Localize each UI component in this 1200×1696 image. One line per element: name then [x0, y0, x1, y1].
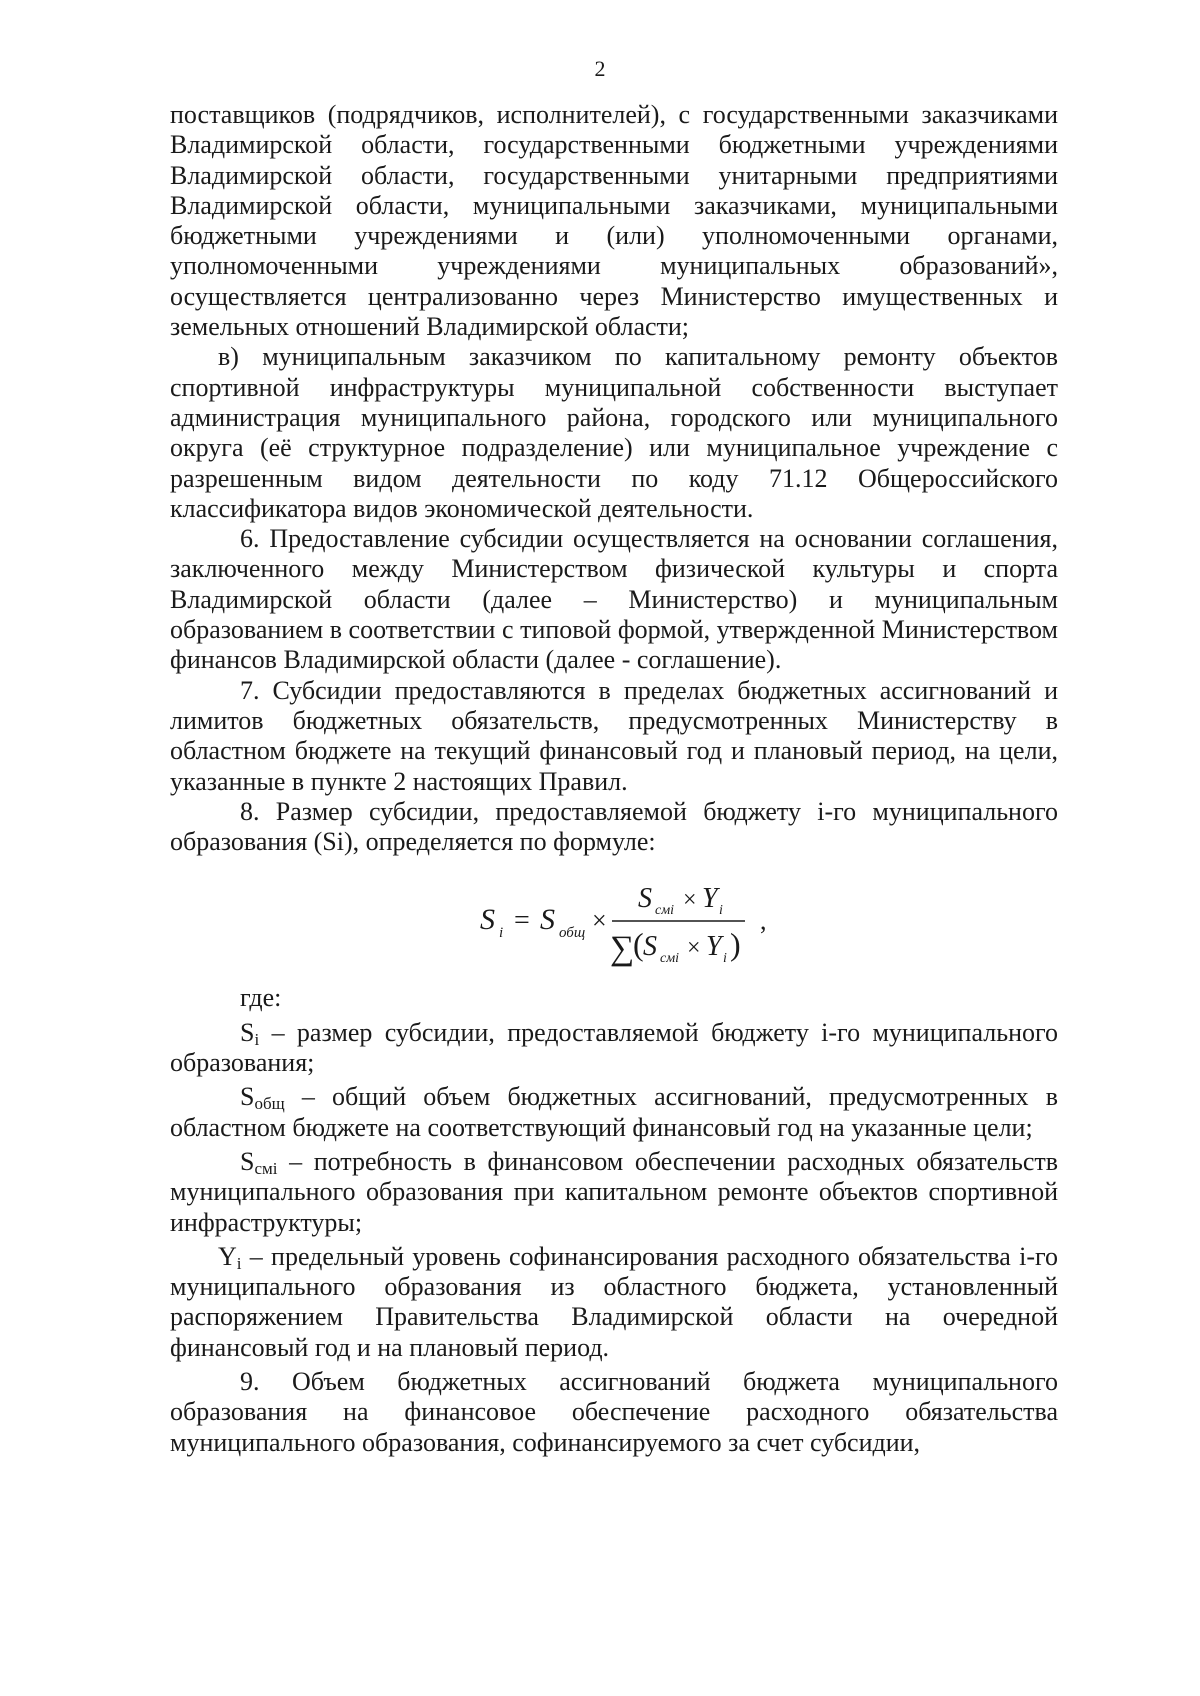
definition-si [170, 1018, 1058, 1079]
formula-den-s-sub: смi [660, 951, 680, 967]
formula-lhs: S [480, 903, 495, 937]
paragraph-item-8: 8. Размер субсидии, предоставляемой бюджету i-го муниципального образования (Si), определяется по формуле: [170, 796, 1058, 857]
symbol-sub: общ [254, 1094, 285, 1114]
paragraph-item-6: 6. Предоставление субсидии осуществляется на основании соглашения, заключенного между Министерством физической культуры и спорта Владимирской области (далее – Министерство) и муниципальным образованием в соответствии с типовой формой, утвержденной Министерством финансов Владимирской области (далее - соглашение). [170, 524, 1058, 675]
formula-num-y-sub: i [719, 903, 723, 919]
symbol-sub: i [236, 1253, 242, 1273]
where-label: где: [240, 983, 282, 1013]
definition-s-total [170, 1082, 1058, 1143]
definition-y [170, 1242, 1058, 1363]
formula-equals: = [514, 905, 530, 937]
formula-num-times: × [683, 887, 697, 914]
formula-den-s: S [643, 931, 657, 963]
formula-graphic [470, 867, 790, 977]
formula-times: × [592, 906, 607, 936]
formula-lparen: ( [633, 926, 644, 963]
paragraph-item-7: 7. Субсидии предоставляются в пределах бюджетных ассигнований и лимитов бюджетных обязательств, предусмотренных Министерству в областном бюджете на текущий финансовый год и плановый период, на цели, указанные в пункте 2 настоящих Правил. [170, 675, 1058, 796]
definition-text: – предельный уровень софинансирования расходного обязательства i-го муниципального образования из областного бюджета, установленный распоряжением Правительства Владимирской области на очередной финансовый год и на плановый период. [170, 1241, 1058, 1362]
formula-den-y: Y [706, 931, 722, 963]
definition-s-cm [170, 1147, 1058, 1238]
definition-text: – размер субсидии, предоставляемой бюджету i-го муниципального образования; [170, 1017, 1058, 1078]
formula-comma: , [760, 906, 767, 936]
definition-text: – общий объем бюджетных ассигнований, предусмотренных в областном бюджете на соответствующий финансовый год на указанные цели; [170, 1082, 1058, 1142]
formula-s-total-sub: общ [559, 925, 586, 942]
symbol-y: Y [218, 1241, 237, 1271]
symbol-s: S [240, 1146, 255, 1176]
paragraph-item-9: 9. Объем бюджетных ассигнований бюджета муниципального образования на финансовое обеспечение расходного обязательства муниципального образования, софинансируемого за счет субсидии, [170, 1366, 1058, 1457]
document-body [170, 100, 1058, 1458]
paragraph-continuation: поставщиков (подрядчиков, исполнителей), с государственными заказчиками Владимирской области, государственными бюджетными учреждениями Владимирской области, государственными унитарными предприятиями Владимирской области, муниципальными заказчиками, муниципальными бюджетными учреждениями и (или) уполномоченными органами, уполномоченными учреждениями муниципальных образований», осуществляется централизованно через Министерство имущественных и земельных отношений Владимирской области; [170, 100, 1058, 342]
formula-sum: ∑ [610, 930, 635, 968]
paragraph-subitem-v: в) муниципальным заказчиком по капитальному ремонту объектов спортивной инфраструктуры муниципальной собственности выступает администрация муниципального района, городского или муниципального округа (её структурное подразделение) или муниципальное учреждение с разрешенным видом деятельности по коду 71.12 Общероссийского классификатора видов экономической деятельности. [170, 342, 1058, 523]
formula-s-total: S [540, 903, 555, 937]
symbol-sub: i [254, 1029, 260, 1049]
formula-rparen: ) [730, 926, 741, 963]
formula-den-times: × [687, 935, 701, 962]
page-number: 2 [594, 56, 606, 81]
subsidy-formula [170, 867, 1058, 977]
definition-text: – потребность в финансовом обеспечении расходных обязательств муниципального образования при капитальном ремонте объектов спортивной инфраструктуры; [170, 1146, 1058, 1237]
formula-num-s-sub: смi [655, 903, 675, 919]
symbol-s: S [240, 1082, 255, 1112]
formula-lhs-sub: i [499, 925, 504, 942]
symbol-s: S [240, 1017, 255, 1047]
formula-num-s: S [638, 883, 652, 915]
formula-den-y-sub: i [723, 951, 727, 967]
formula-num-y: Y [702, 883, 718, 915]
symbol-sub: смi [254, 1158, 278, 1178]
